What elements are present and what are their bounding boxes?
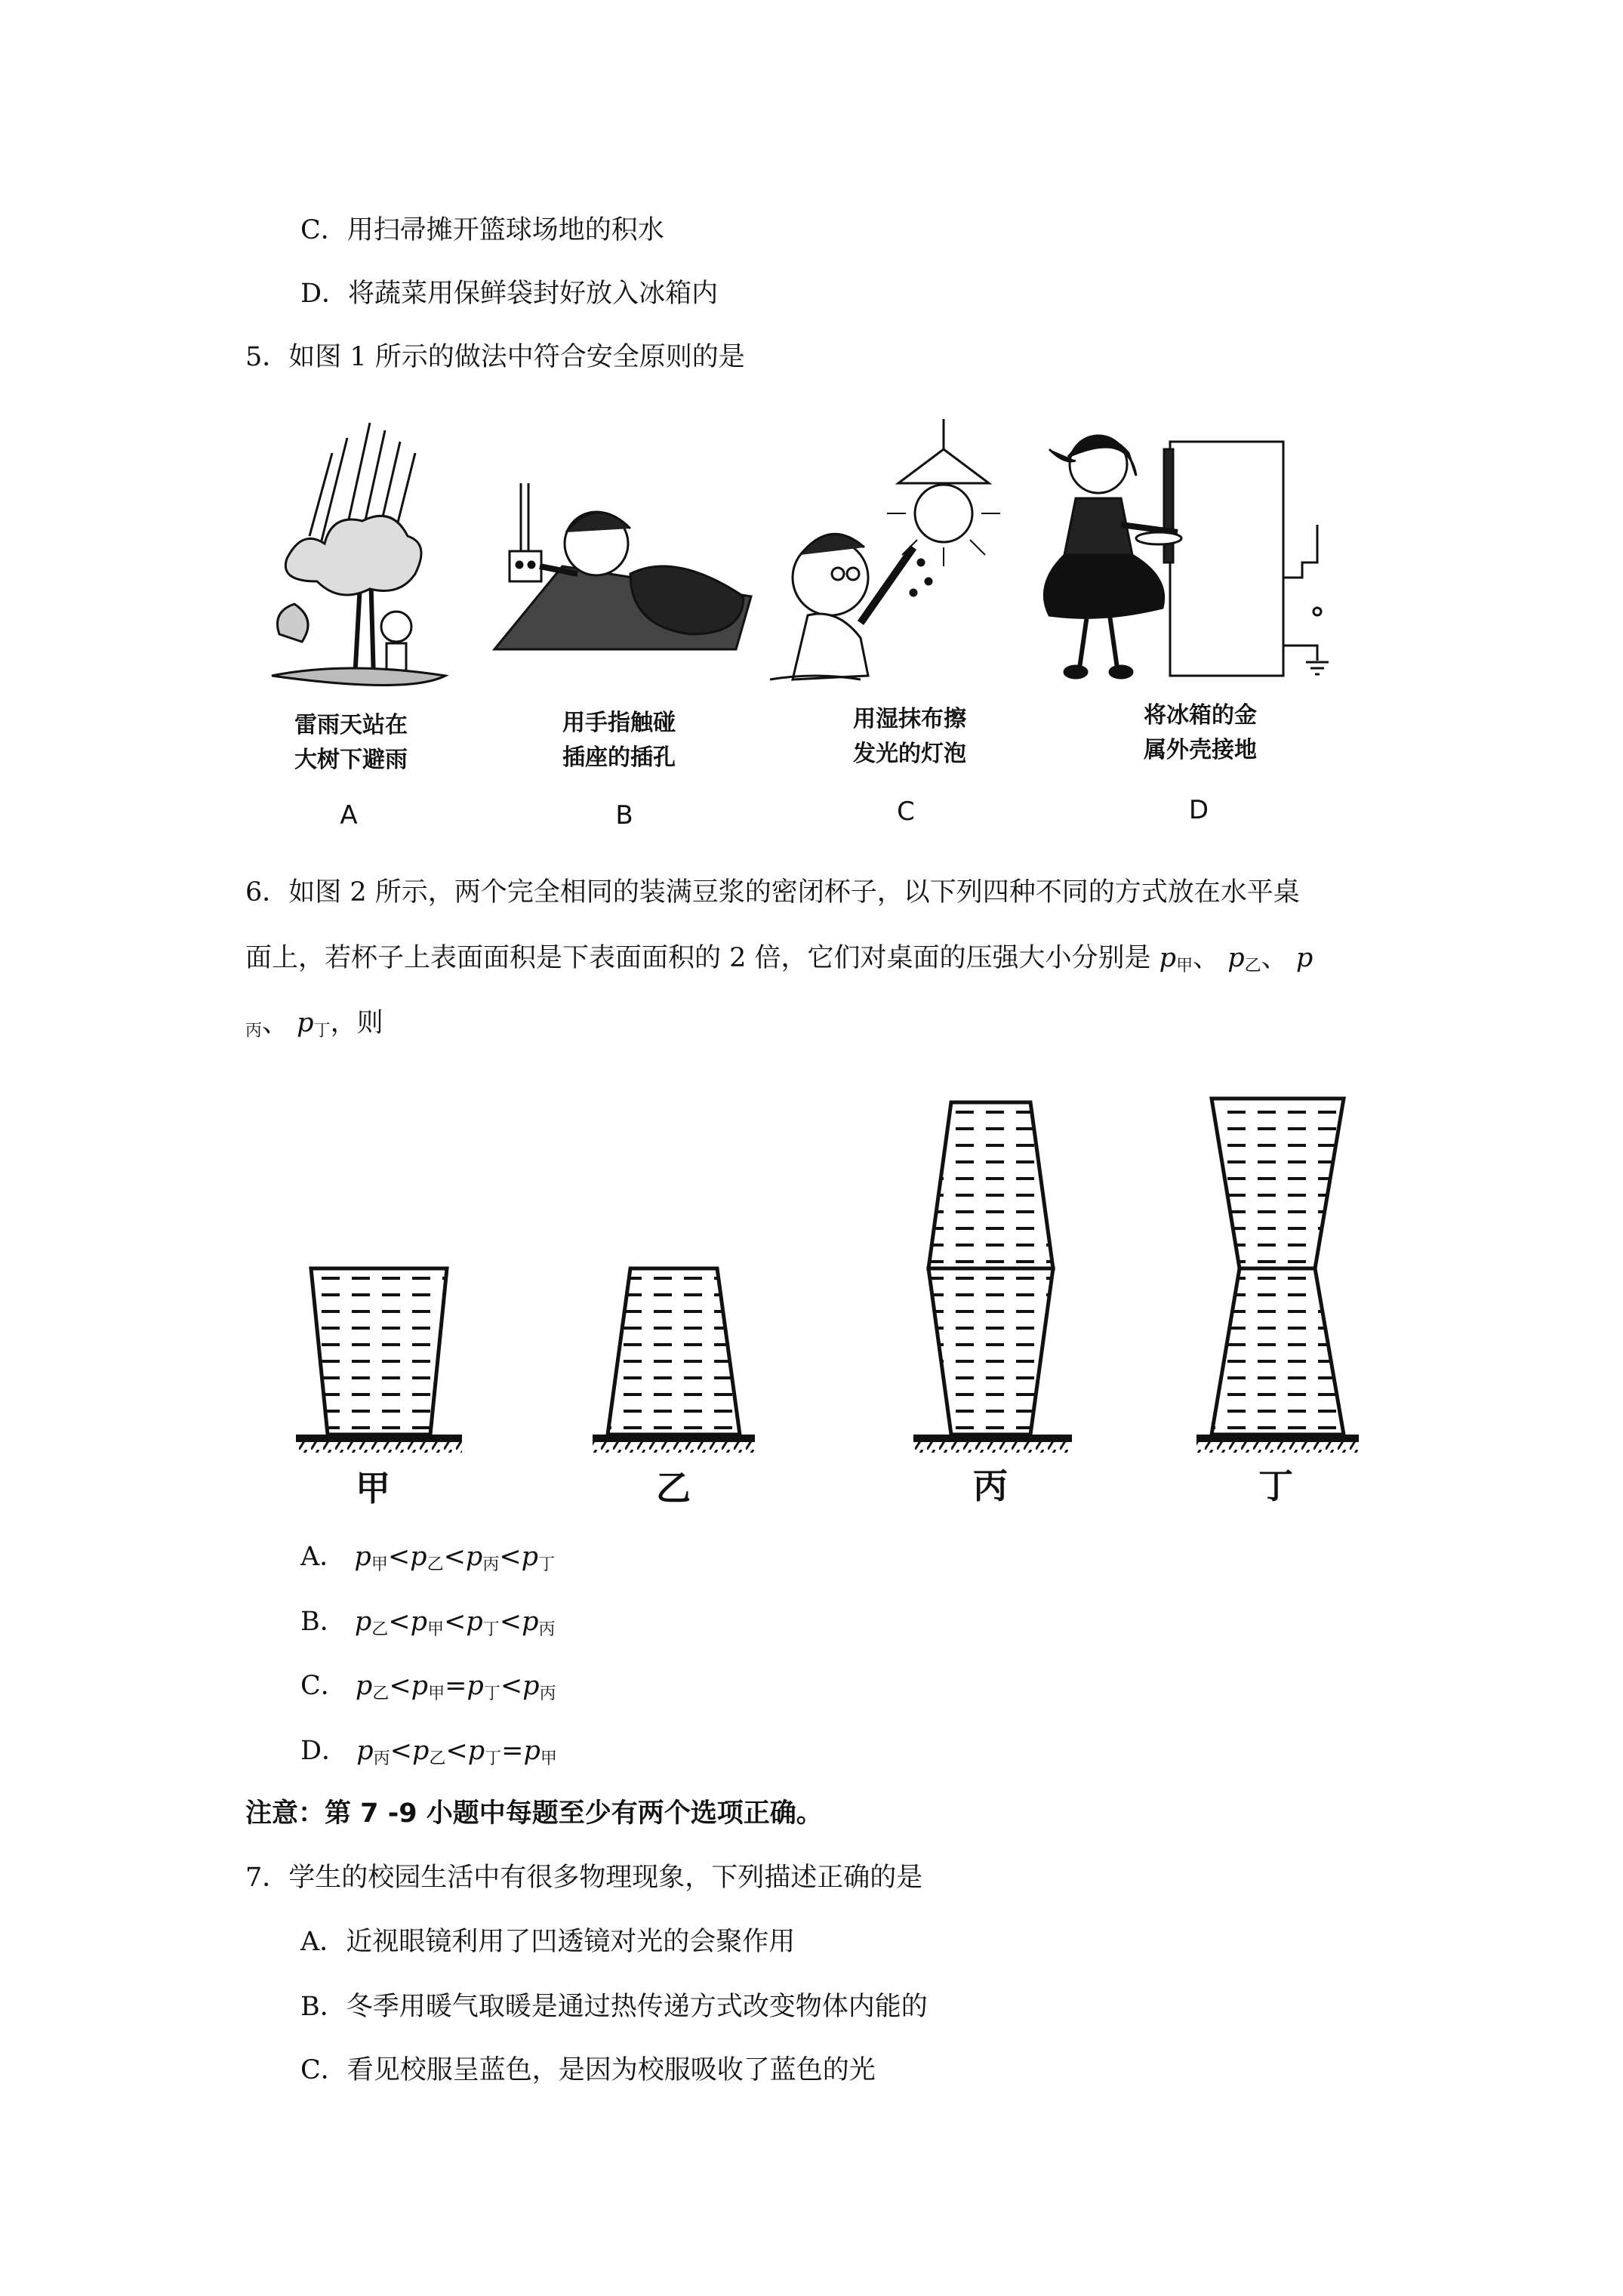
option-c-q4: C．用扫帚摊开篮球场地的积水 (300, 215, 664, 245)
letter-d: D (1188, 795, 1209, 825)
question-6-line1: 6．如图 2 所示，两个完全相同的装满豆浆的密闭杯子，以下列四种不同的方式放在水平桌 (245, 877, 1300, 908)
question-5: 5．如图 1 所示的做法中符合安全原则的是 (245, 342, 745, 372)
cup-yi (608, 1268, 740, 1435)
question-6-line2: 面上，若杯子上表面面积是下表面面积的 2 倍，它们对桌面的压强大小分别是 $p_甲$、 $p_乙$、 p (245, 943, 1313, 975)
wet-cloth-bulb-icon (762, 419, 1019, 691)
note: 注意：第 7 -9 小题中每题至少有两个选项正确。 (245, 1798, 823, 1829)
finger-socket-icon (494, 476, 751, 657)
option-d-q4: D．将蔬菜用保鲜袋封好放入冰箱内 (300, 279, 719, 309)
cup-jia (311, 1268, 447, 1435)
letter-a: A (340, 800, 358, 831)
cup-ding-top (1212, 1099, 1344, 1268)
q7-option-b: B．冬季用暖气取暖是通过热传递方式改变物体内能的 (300, 1992, 928, 2022)
label-jia: 甲 (356, 1468, 390, 1509)
caption-d: 将冰箱的金 属外壳接地 (1144, 702, 1257, 763)
caption-a: 雷雨天站在 大树下避雨 (294, 712, 408, 773)
caption-c: 用湿抹布擦 发光的灯泡 (853, 706, 966, 767)
cup-bing-bottom (929, 1268, 1053, 1435)
letter-c: C (897, 797, 915, 827)
cup-ding-bottom (1212, 1268, 1344, 1435)
label-bing: 丙 (973, 1465, 1008, 1506)
figure-2 (287, 1087, 1404, 1465)
letter-b: B (615, 800, 633, 831)
q6-option-d: D． $p_丙<p_乙<p_丁=p_甲$ (300, 1736, 557, 1768)
caption-b: 用手指触碰 插座的插孔 (562, 710, 676, 771)
q6-option-c: C． $p_乙<p_甲=p_丁<p_丙$ (300, 1671, 556, 1703)
question-6-line3: $_丙$、 $p_丁$，则 (245, 1008, 383, 1040)
label-ding: 丁 (1258, 1465, 1293, 1506)
q7-option-c: C．看见校服呈蓝色，是因为校服吸收了蓝色的光 (300, 2055, 876, 2085)
question-7: 7．学生的校园生活中有很多物理现象，下列描述正确的是 (245, 1863, 923, 1893)
cup-bing-top (929, 1102, 1053, 1268)
q7-option-a: A．近视眼镜利用了凹透镜对光的会聚作用 (300, 1927, 796, 1957)
grounded-fridge-icon (1034, 427, 1336, 691)
tree-in-rain-icon (257, 408, 460, 695)
q6-option-a: A． $p_甲<p_乙<p_丙<p_丁$ (300, 1542, 556, 1574)
label-yi: 乙 (656, 1468, 691, 1509)
q6-option-b: B． $p_乙<p_甲<p_丁<p_丙$ (300, 1607, 556, 1639)
